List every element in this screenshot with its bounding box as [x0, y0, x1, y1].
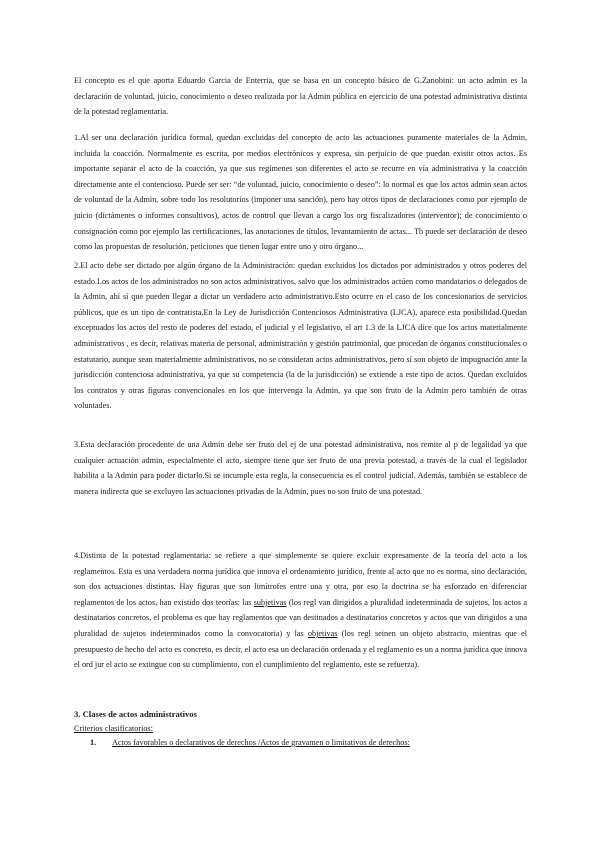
- list-item-number: 1.: [90, 738, 97, 747]
- section-heading: 3. Clases de actos administrativos: [74, 709, 197, 719]
- paragraph-point-3: 3.Esta declaración procedente de una Admin debe ser fruto del ej de una potestad administrativa, nos remite al p de legalidad ya que cualquier actuación admin, especialmente el acto, siempre tiene que ser fruto de una previa potestad, a través de la cual el legislador habilita a la Admin para poder dictarlo.Si se incumple esta regla, la consecuencia es el control judicial. Además, también se establece de manera indirecta que se excluyen las actuaciones privadas de la Admin, pues no son fruto de una potestad.: [74, 440, 527, 496]
- list-item-text: Actos favorables o declarativos de derechos /Actos de gravamen o limitativos de derechos:: [112, 738, 410, 747]
- section-subheading: Criterios clasificatorios:: [74, 724, 153, 733]
- paragraph-point-4-part-1: 4.Distinta de la potestad reglamentaria: se refiere a que simplemente se quiere excluir expresamente de la teoría del acto a los reglamentos. Esta es una verdadera norma jurídica que innova el ordenamiento jurídico, frente al acto que no es norma, sino declaración, son dos actuaciones distintas. Hay figuras que son limítrofes entre una y otra, por eso la doctrina se ha esforzado en diferenciar reglamentos de los actos, han existido dos teorías: las: [74, 551, 527, 607]
- paragraph-point-4-part-3: (los regl seinen un objeto abstracto, mientras que el presupuesto de hecho del acto es concreto, es decir, el acto esa un declaración ordenada y el reglamento es un a norma jurídica que innova el ord jur el acto se extingue con su cumplimiento, con el cumplimiento del reglamento, este se refuerza).: [74, 628, 527, 670]
- list-item: [90, 736, 410, 750]
- term-objetivas: objetivas: [307, 628, 338, 638]
- paragraph-definition: El concepto es el que aporta Eduardo Garcia de Enterria, que se basa en un concepto básico de G.Zanobini: un acto admin es la declaración de voluntad, juicio, conocimiento o deseo realizada por la Admin pública en ejercicio de una potestad administrativa distinta de la potestad reglamentaria.: [74, 76, 527, 117]
- paragraph-point-1: 1.Al ser una declaración jurídica formal, quedan excluidas del concepto de acto las actuaciones puramente materiales de la Admin, incluida la coacción. Normalmente es escrita, por medios electrónicos y expresa, sin perjuicio de que puedan existir otros actos. Es importante separar el acto de la coacción, ya que sus regímenes son diferentes el acto se recurre en vía administrativa y la coacción directamente ante el contencioso. Puede ser ser: “de voluntad, juicio, conocimiento o deseo”: lo normal es que los actos admin sean actos de voluntad de la Admin, sobre todo los resolutorios (imponer una sanción), pero hay otros tipos de declaraciones como por ejemplo de juicio (dictámenes o informes consultivos), actos de control que llevan a cargo los org fiscalizadores (interventor); de conocimiento o consignación como por ejemplo las certificaciones, las anotaciones de títulos, levantamiento de actas... Tb puede ser declaración de deseo como las propuestas de resolución, peticiones que tienen lugar entre uno y otro órgano...: [74, 133, 527, 252]
- paragraph-point-4-part-2: (los regl van dirigidos a pluralidad indeterminada de sujetos, los actos a destinatarios concretos, el problema es que hay reglamentos que van destinados a destinatarios concretos y actos que van dirigidos a una pluralidad de sujetos indeterminados como la convocatoria) y las: [74, 597, 527, 638]
- term-subjetivas: subjetivas: [253, 597, 287, 607]
- paragraph-point-4: [74, 548, 527, 673]
- paragraph-point-2: 2.El acto debe ser dictado por algún órgano de la Administración: quedan excluidos los dictados por administrados y otros poderes del estado.Los actos de los administrados no son actos administrativos, salvo que los administrados actúen como mandatarios o delegados de la Admin, ahí sí que pueden llegar a dictar un verdadero acto administrativo.Esto ocurre en el caso de los concesionarios de servicios públicos, que es un tipo de contratista.En la Ley de Jurisdicción Contenciosos Administrativa (LJCA), aparece esta posibilidad.Quedan exceptuados los actos del resto de poderes del estado, el judicial y el legislativo, el art 1.3 de la LJCA dice que los actos materialmente administrativos , es decir, relativas materia de personal, administración y gestión patrimonial, que procedan de órganos constitucionales o estatutario, aunque sean materialmente administrativos, no se consideran actos administrativos, pero sí son objeto de impugnación ante la jurisdicción contenciosa administrativa, ya que su competencia (la de la jurisdicción) se extiende a este tipo de actos. Quedan excluidos los contratos y otras figuras convencionales en los que intervenga la Admin, ya que son fruto de la Admin pero también de otras voluntades.: [74, 261, 527, 411]
